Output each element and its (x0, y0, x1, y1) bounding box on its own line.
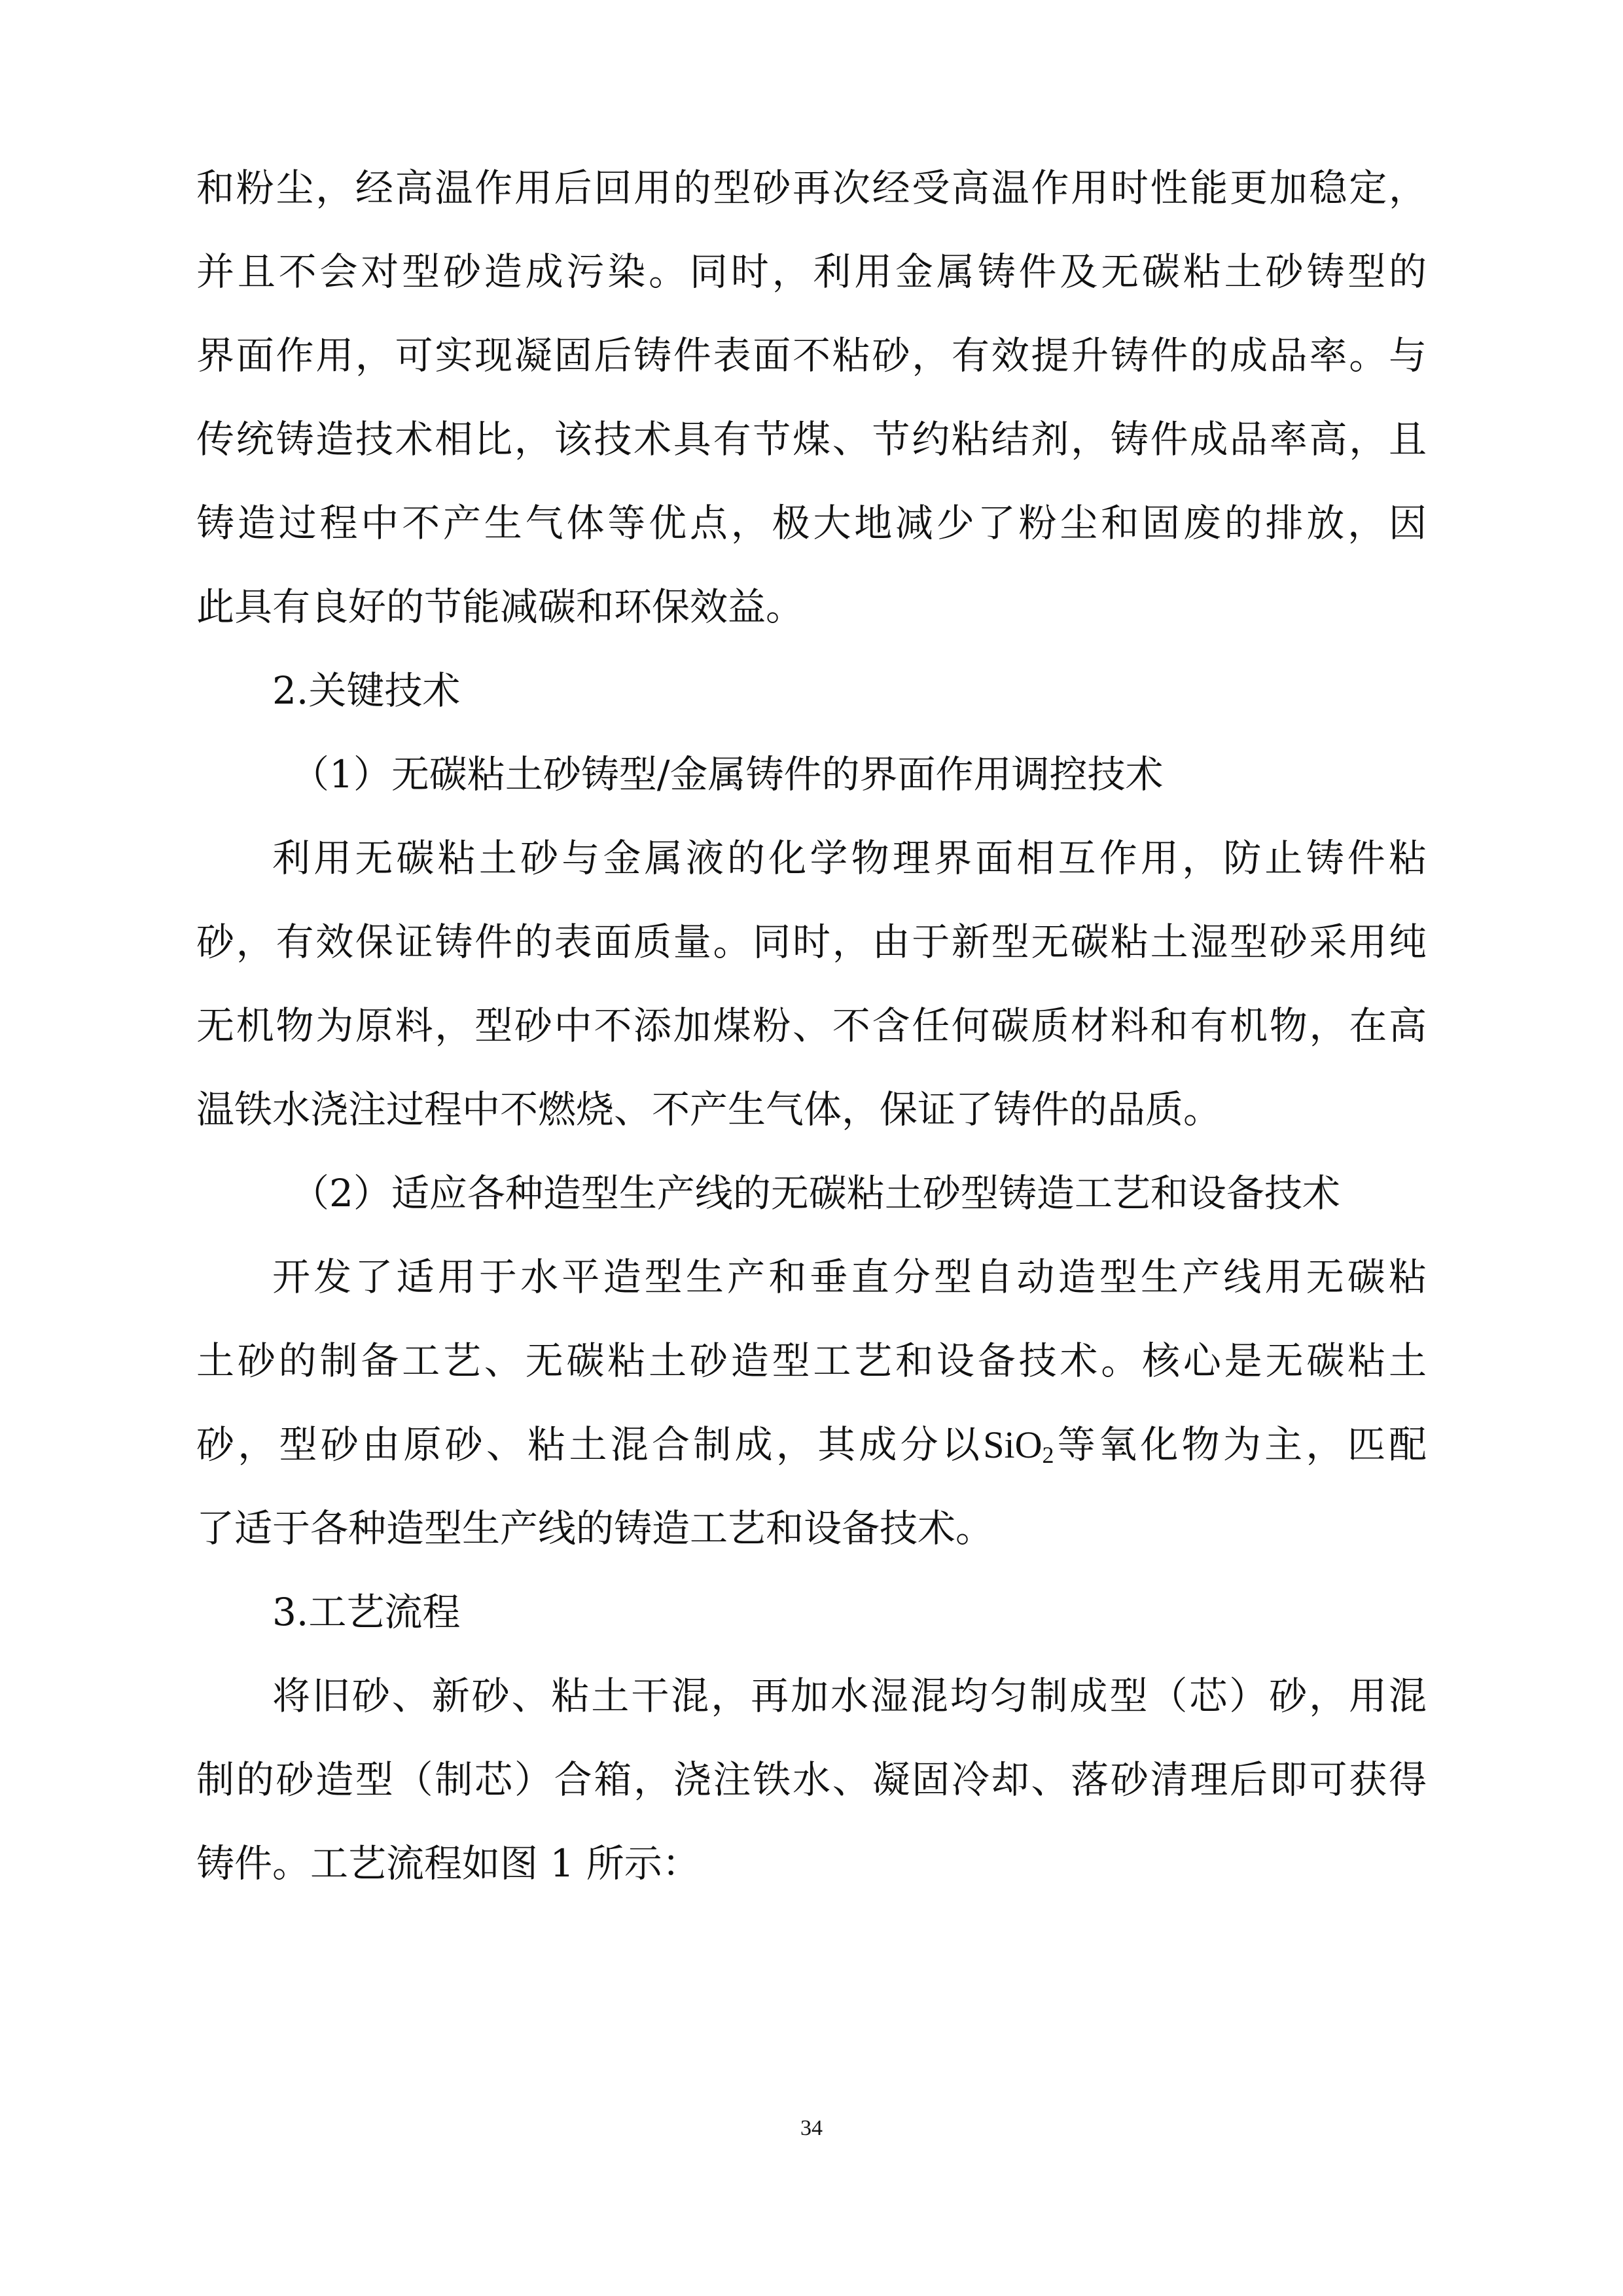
paragraph-line: 将旧砂、新砂、粘土干混，再加水湿混均匀制成型（芯）砂，用混 (272, 1674, 1427, 1718)
paragraph-line: 无机物为原料，型砂中不添加煤粉、不含任何碳质材料和有机物，在高 (196, 1003, 1427, 1048)
line-segment: 砂，型砂由原砂、粘土混合制成，其成分以 (196, 1422, 984, 1467)
paragraph-line: 利用无碳粘土砂与金属液的化学物理界面相互作用，防止铸件粘 (272, 836, 1427, 880)
paragraph-line: 制的砂造型（制芯）合箱，浇注铁水、凝固冷却、落砂清理后即可获得 (196, 1757, 1427, 1802)
formula-subscript: 2 (1042, 1442, 1054, 1468)
formula-sio2 (983, 1424, 1054, 1466)
subsection-heading: （1）无碳粘土砂铸型/金属铸件的界面作用调控技术 (291, 752, 1164, 797)
paragraph-line: 铸造过程中不产生气体等优点，极大地减少了粉尘和固废的排放，因 (196, 501, 1427, 545)
line-segment: 等氧化物为主，匹配 (1054, 1422, 1427, 1467)
section-heading: 3.工艺流程 (272, 1590, 461, 1634)
paragraph-line: 温铁水浇注过程中不燃烧、不产生气体，保证了铸件的品质。 (196, 1087, 1222, 1132)
paragraph-line: 土砂的制备工艺、无碳粘土砂造型工艺和设备技术。核心是无碳粘土 (196, 1338, 1427, 1383)
subsection-heading: （2）适应各种造型生产线的无碳粘土砂型铸造工艺和设备技术 (291, 1171, 1340, 1215)
paragraph-line: 传统铸造技术相比，该技术具有节煤、节约粘结剂，铸件成品率高，且 (196, 417, 1427, 461)
page-number: 34 (800, 2116, 823, 2140)
document-body (196, 167, 1427, 1926)
paragraph-line: 此具有良好的节能减碳和环保效益。 (196, 584, 804, 629)
section-heading: 2.关键技术 (272, 668, 461, 713)
paragraph-line: 开发了适用于水平造型生产和垂直分型自动造型生产线用无碳粘 (272, 1255, 1427, 1299)
paragraph-line: 了适于各种造型生产线的铸造工艺和设备技术。 (196, 1506, 994, 1551)
paragraph-line (196, 1422, 1427, 1468)
paragraph-line: 和粉尘，经高温作用后回用的型砂再次经受高温作用时性能更加稳定， (196, 166, 1427, 210)
formula-base: SiO (983, 1424, 1043, 1466)
paragraph-line: 界面作用，可实现凝固后铸件表面不粘砂，有效提升铸件的成品率。与 (196, 333, 1427, 378)
paragraph-line: 砂，有效保证铸件的表面质量。同时，由于新型无碳粘土湿型砂采用纯 (196, 920, 1427, 964)
paragraph-line: 并且不会对型砂造成污染。同时，利用金属铸件及无碳粘土砂铸型的 (196, 249, 1427, 294)
paragraph-line: 铸件。工艺流程如图 1 所示： (196, 1841, 700, 1886)
